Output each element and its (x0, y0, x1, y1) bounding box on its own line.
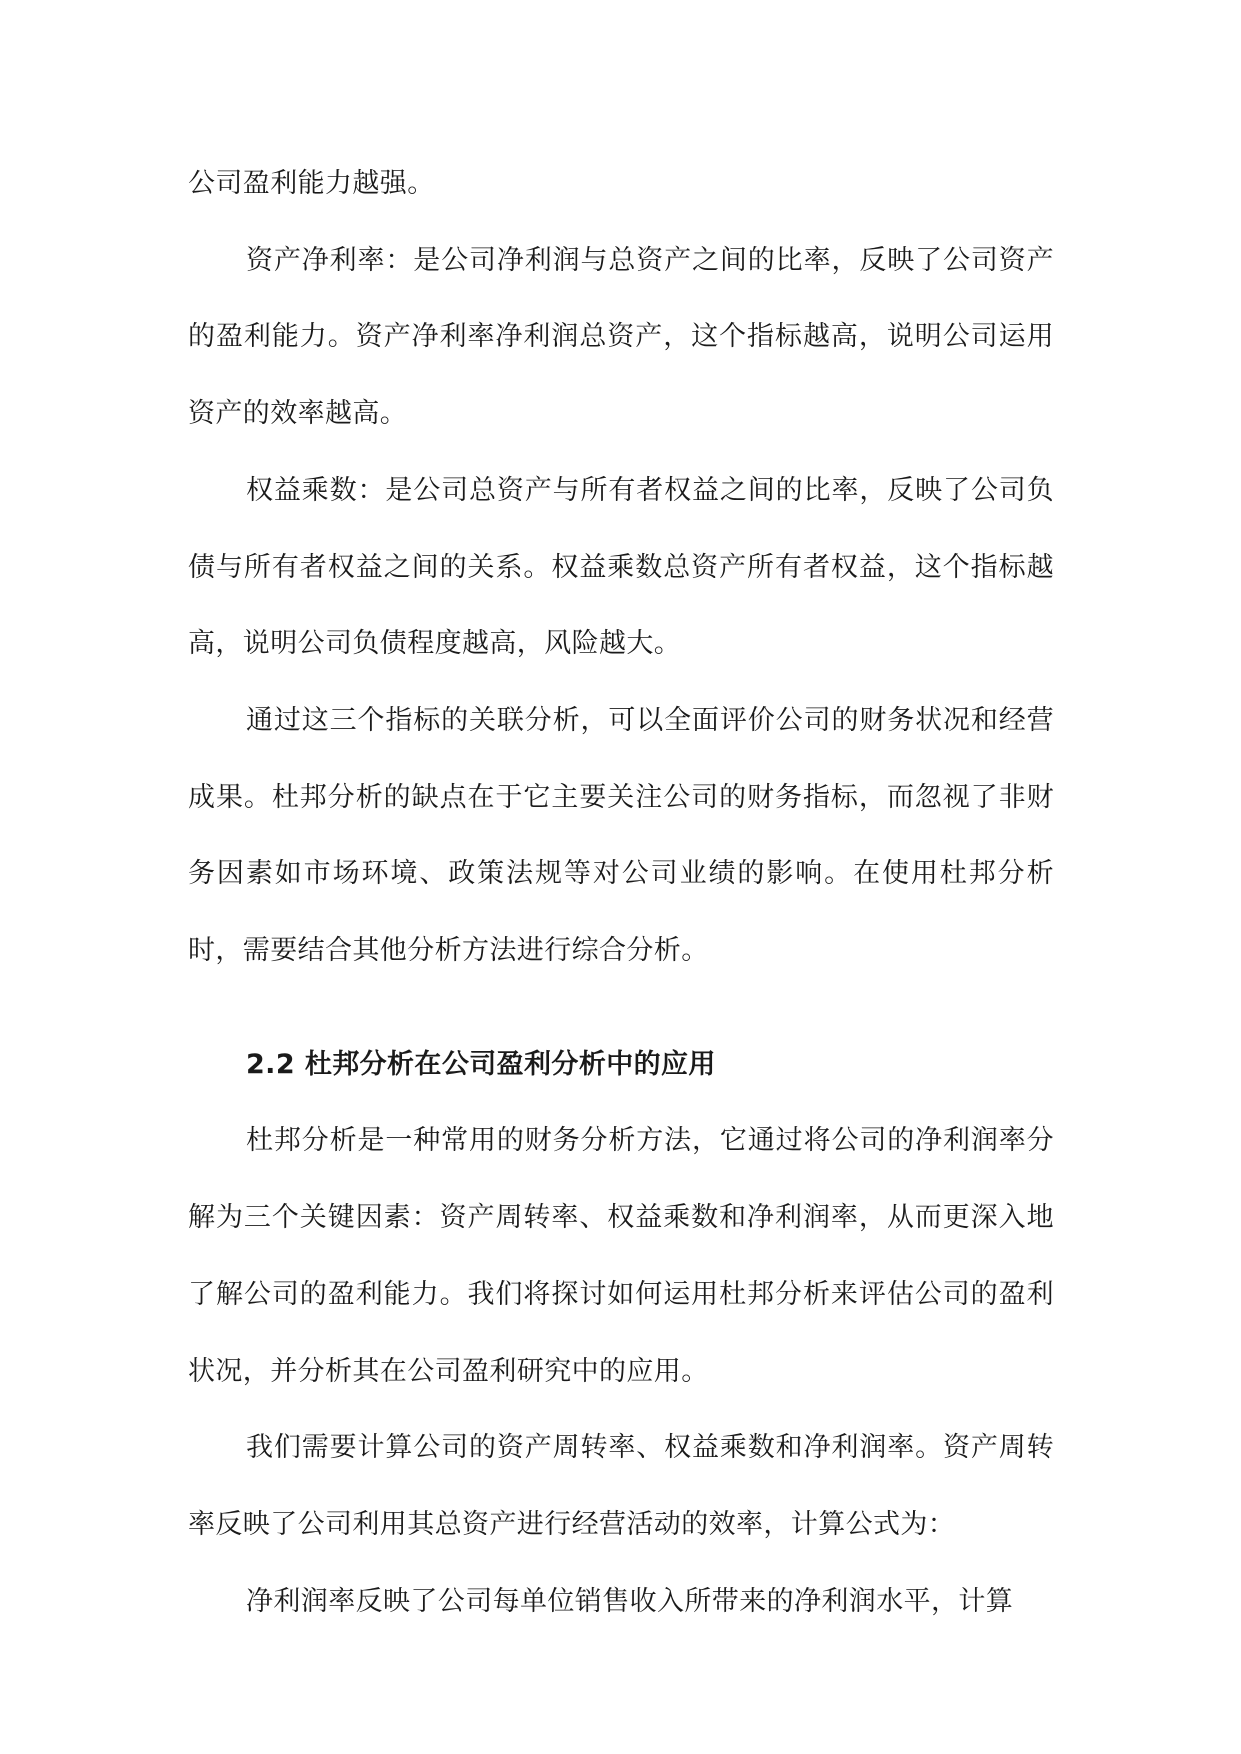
paragraph-dupont-intro: 杜邦分析是一种常用的财务分析方法，它通过将公司的净利润率分解为三个关键因素：资产周转率、权益乘数和净利润率，从而更深入地了解公司的盈利能力。我们将探讨如何运用杜邦分析来评估公司的盈利状况，并分析其在公司盈利研究中的应用。 (188, 1125, 1054, 1387)
section-heading: 2.2 杜邦分析在公司盈利分析中的应用 (246, 1048, 716, 1080)
paragraph-combined-analysis: 通过这三个指标的关联分析，可以全面评价公司的财务状况和经营成果。杜邦分析的缺点在于它主要关注公司的财务指标，而忽视了非财务因素如市场环境、政策法规等对公司业绩的影响。在使用杜邦分析时，需要结合其他分析方法进行综合分析。 (188, 704, 1054, 967)
paragraph-equity-multiplier: 权益乘数：是公司总资产与所有者权益之间的比率，反映了公司负债与所有者权益之间的关系。权益乘数总资产所有者权益，这个指标越高，说明公司负债程度越高，风险越大。 (188, 474, 1054, 660)
paragraph-return-on-assets: 资产净利率：是公司净利润与总资产之间的比率，反映了公司资产的盈利能力。资产净利率净利润总资产，这个指标越高，说明公司运用资产的效率越高。 (188, 244, 1054, 430)
document-body (188, 146, 1054, 1640)
paragraph-asset-turnover: 我们需要计算公司的资产周转率、权益乘数和净利润率。资产周转率反映了公司利用其总资产进行经营活动的效率，计算公式为： (188, 1432, 1054, 1540)
paragraph-net-margin: 净利润率反映了公司每单位销售收入所带来的净利润水平，计算 (246, 1585, 1014, 1617)
paragraph-continuation: 公司盈利能力越强。 (188, 168, 435, 199)
